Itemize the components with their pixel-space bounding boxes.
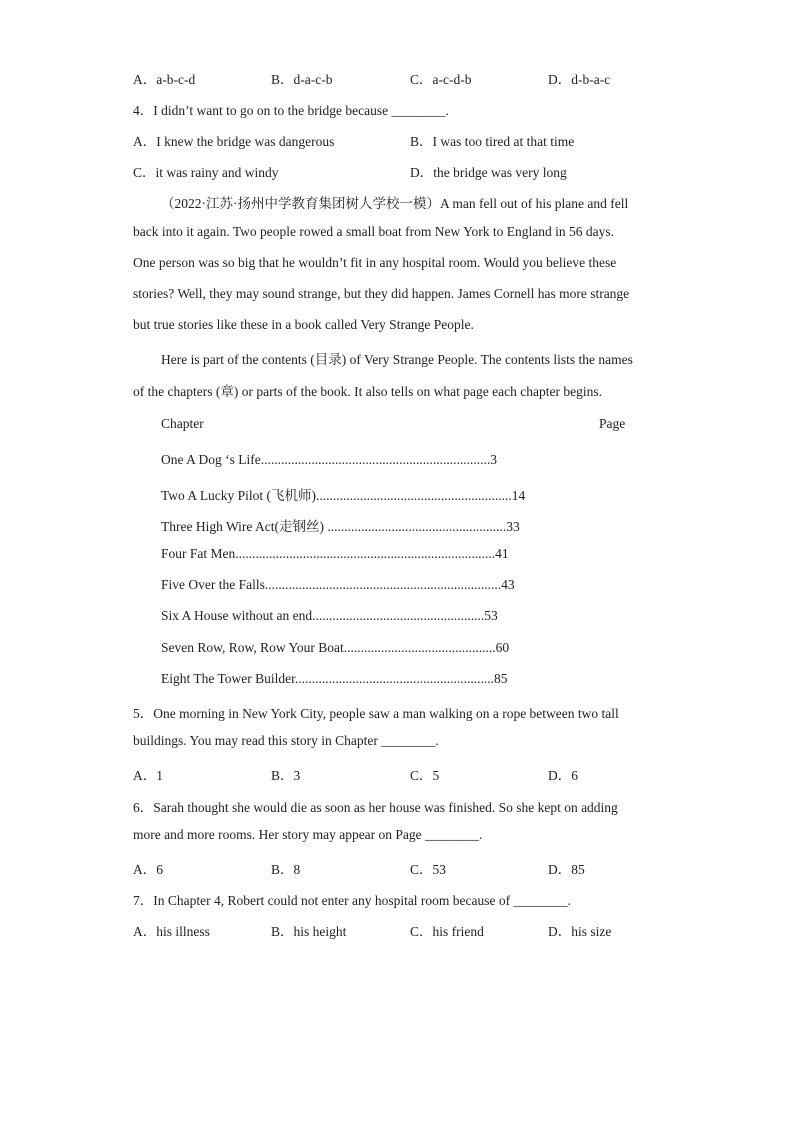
contents-chapter-header: Chapter [161, 416, 204, 431]
q7-options [133, 920, 693, 940]
q6-option-b[interactable]: B．8 [271, 862, 301, 877]
q5-options [133, 764, 693, 784]
contents-row: Eight The Tower Builder...........................................................85 [161, 671, 508, 686]
q3-option-c[interactable]: C．a-c-d-b [410, 72, 472, 87]
contents-row: Six A House without an end...................................................53 [161, 608, 498, 623]
q4-options-row2 [133, 161, 693, 181]
passage-line-5: but true stories like these in a book called Very Strange People. [133, 317, 474, 332]
contents-row: Four Fat Men.............................................................................41 [161, 546, 509, 561]
contents-row: One A Dog ‘s Life....................................................................3 [161, 452, 497, 467]
q3-option-d[interactable]: D．d-b-a-c [548, 72, 611, 87]
q7-option-a[interactable]: A．his illness [133, 924, 210, 939]
passage-line-4: stories? Well, they may sound strange, but they did happen. James Cornell has more strange [133, 286, 630, 301]
q6-stem-line-2: more and more rooms. Her story may appear on Page ________. [133, 827, 483, 842]
q4-option-d[interactable]: D．the bridge was very long [410, 165, 567, 180]
passage-line-2: back into it again. Two people rowed a small boat from New York to England in 56 days. [133, 224, 614, 239]
q3-option-a[interactable]: A．a-b-c-d [133, 72, 196, 87]
q5-option-a[interactable]: A．1 [133, 768, 163, 783]
contents-row: Three High Wire Act(走钢丝) .....................................................33 [161, 519, 520, 534]
passage-line-1: （2022·江苏·扬州中学教育集团树人学校一模）A man fell out of his plane and fell [161, 196, 629, 211]
q6-option-a[interactable]: A．6 [133, 862, 163, 877]
q6-options [133, 858, 693, 878]
q7-option-b[interactable]: B．his height [271, 924, 347, 939]
q6-option-d[interactable]: D．85 [548, 862, 585, 877]
passage-line-6: Here is part of the contents (目录) of Very Strange People. The contents lists the names [161, 352, 633, 367]
q7-option-d[interactable]: D．his size [548, 924, 612, 939]
q5-option-c[interactable]: C．5 [410, 768, 440, 783]
q4-stem: 4．I didn’t want to go on to the bridge because ________. [133, 103, 449, 118]
q3-options [133, 68, 693, 88]
contents-row: Five Over the Falls......................................................................43 [161, 577, 515, 592]
contents-row: Seven Row, Row, Row Your Boat.............................................60 [161, 640, 510, 655]
q4-option-a[interactable]: A．I knew the bridge was dangerous [133, 134, 335, 149]
q3-option-b[interactable]: B．d-a-c-b [271, 72, 333, 87]
contents-row: Two A Lucky Pilot (飞机师)..........................................................14 [161, 488, 526, 503]
q5-stem-line-1: 5．One morning in New York City, people saw a man walking on a rope between two tall [133, 706, 619, 721]
q7-stem: 7．In Chapter 4, Robert could not enter any hospital room because of ________. [133, 893, 571, 908]
q5-stem-line-2: buildings. You may read this story in Chapter ________. [133, 733, 439, 748]
q4-option-c[interactable]: C．it was rainy and windy [133, 165, 279, 180]
passage-line-7: of the chapters (章) or parts of the book. It also tells on what page each chapter begins. [133, 384, 602, 399]
contents-page-header: Page [599, 416, 626, 431]
q6-stem-line-1: 6．Sarah thought she would die as soon as her house was finished. So she kept on adding [133, 800, 618, 815]
q4-options-row1 [133, 130, 693, 150]
q4-option-b[interactable]: B．I was too tired at that time [410, 134, 575, 149]
q5-option-d[interactable]: D．6 [548, 768, 578, 783]
passage-line-3: One person was so big that he wouldn’t fit in any hospital room. Would you believe these [133, 255, 617, 270]
q7-option-c[interactable]: C．his friend [410, 924, 484, 939]
q5-option-b[interactable]: B．3 [271, 768, 301, 783]
q6-option-c[interactable]: C．53 [410, 862, 447, 877]
